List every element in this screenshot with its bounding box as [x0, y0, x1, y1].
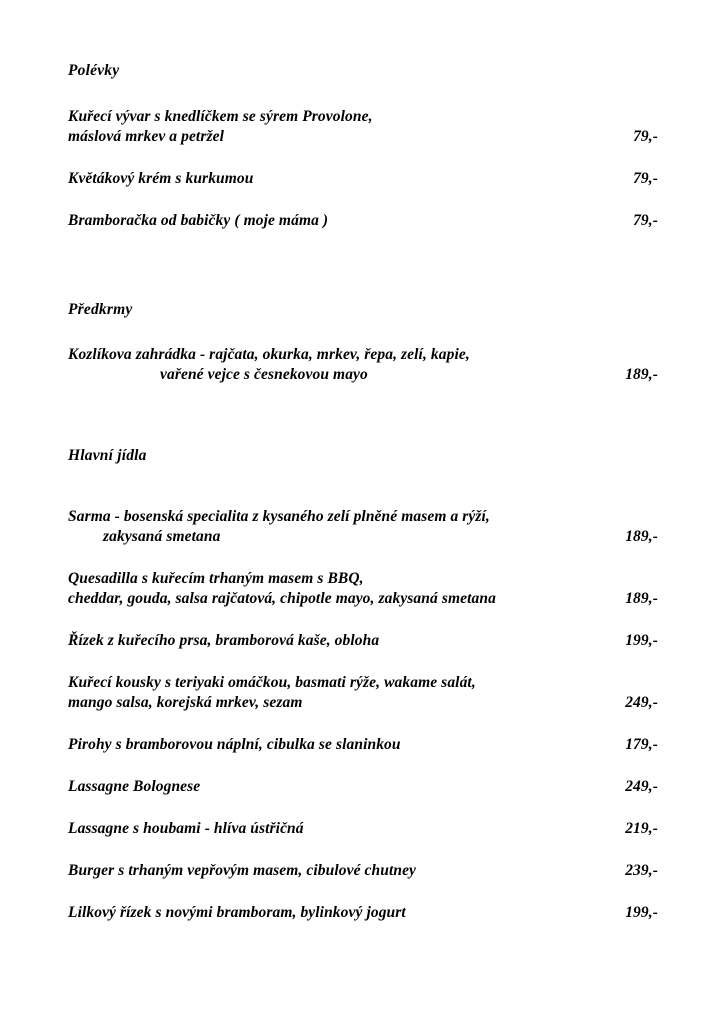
menu-item-price: 189,-	[625, 366, 658, 384]
menu-item-line: Lassagne Bolognese	[68, 778, 201, 796]
menu-item-line: Květákový krém s kurkumou	[68, 170, 254, 188]
section-heading-hlavni-jidla: Hlavní jídla	[68, 447, 147, 465]
section-items-hlavni-jidla	[68, 507, 658, 923]
menu-item-description	[68, 569, 496, 609]
menu-item-price: 199,-	[625, 904, 658, 922]
menu-item	[68, 107, 658, 147]
menu-item-line: Kuřecí kousky s teriyaki omáčkou, basmati rýže, wakame salát,	[68, 674, 476, 692]
menu-item-line: Kozlíkova zahrádka - rajčata, okurka, mrkev, řepa, zelí, kapie,	[68, 346, 470, 364]
menu-section-hlavni-jidla	[68, 447, 658, 923]
menu-item-description	[68, 507, 490, 547]
menu-item-description	[68, 777, 200, 797]
menu-item-line: zakysaná smetana	[103, 528, 221, 546]
menu-item-description	[68, 819, 304, 839]
menu-item-line: Burger s trhaným vepřovým masem, cibulové chutney	[68, 862, 417, 880]
menu-item-price: 79,-	[633, 128, 658, 146]
menu-item-price: 79,-	[633, 170, 658, 188]
menu-section-polevky	[68, 62, 658, 231]
menu-item-line: Pirohy s bramborovou náplní, cibulka se slaninkou	[68, 736, 401, 754]
menu-item	[68, 819, 658, 839]
menu-section-predkrmy	[68, 301, 658, 385]
menu-item-description	[68, 631, 379, 651]
menu-item	[68, 735, 658, 755]
menu-item	[68, 777, 658, 797]
menu-item-line: mango salsa, korejská mrkev, sezam	[68, 694, 303, 712]
section-heading-polevky: Polévky	[68, 62, 120, 79]
menu-item-line: Bramboračka od babičky ( moje máma )	[68, 212, 329, 230]
menu-item-line: Quesadilla s kuřecím trhaným masem s BBQ,	[68, 570, 364, 588]
menu-item-price: 79,-	[633, 212, 658, 230]
menu-item-description	[68, 345, 470, 385]
menu-item	[68, 631, 658, 651]
section-heading-predkrmy: Předkrmy	[68, 301, 133, 319]
menu-item-price: 239,-	[625, 862, 658, 880]
menu-item-price: 249,-	[625, 694, 658, 712]
menu-item	[68, 861, 658, 881]
menu-item-line: vařené vejce s česnekovou mayo	[160, 366, 368, 384]
menu-item-description	[68, 861, 416, 881]
menu-item-description	[68, 169, 254, 189]
menu-item-price: 199,-	[625, 632, 658, 650]
menu-item-line: Sarma - bosenská specialita z kysaného zelí plněné masem a rýží,	[68, 508, 490, 526]
menu-item	[68, 673, 658, 713]
menu-item	[68, 211, 658, 231]
menu-item	[68, 903, 658, 923]
menu-item-line: Řízek z kuřecího prsa, bramborová kaše, obloha	[68, 632, 380, 650]
menu-item-price: 189,-	[625, 590, 658, 608]
menu-item-line: Lassagne s houbami - hlíva ústřičná	[68, 820, 304, 838]
menu-item-description	[68, 735, 401, 755]
menu-item-line: máslová mrkev a petržel	[68, 128, 224, 146]
menu-item-line: Kuřecí vývar s knedlíčkem se sýrem Provolone,	[68, 108, 373, 126]
menu-content	[68, 62, 658, 923]
menu-item-line: Lilkový řízek s novými bramboram, bylinkový jogurt	[68, 904, 406, 922]
section-items-polevky	[68, 107, 658, 231]
menu-item-price: 189,-	[625, 528, 658, 546]
menu-item-description	[68, 211, 328, 231]
menu-item	[68, 345, 658, 385]
menu-item	[68, 569, 658, 609]
menu-item-description	[68, 107, 373, 147]
menu-item-price: 219,-	[625, 820, 658, 838]
menu-item-line: cheddar, gouda, salsa rajčatová, chipotle mayo, zakysaná smetana	[68, 590, 496, 608]
menu-item-price: 179,-	[625, 736, 658, 754]
menu-item-description	[68, 903, 406, 923]
menu-item	[68, 507, 658, 547]
menu-item	[68, 169, 658, 189]
menu-item-description	[68, 673, 476, 713]
section-items-predkrmy	[68, 345, 658, 385]
menu-item-price: 249,-	[625, 778, 658, 796]
